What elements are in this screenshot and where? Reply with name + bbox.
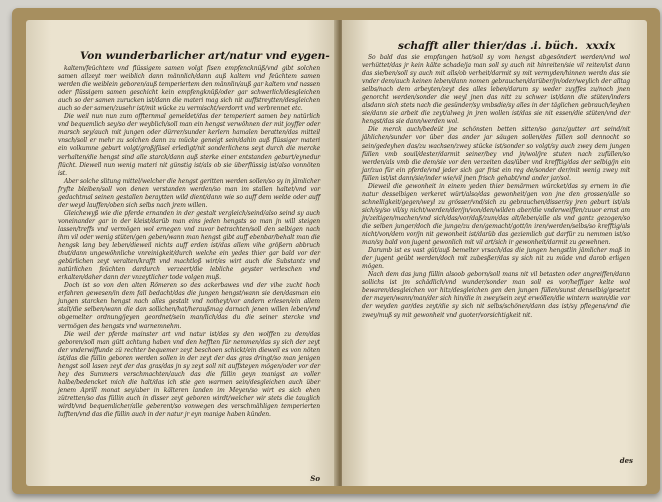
paragraph: Aber solche slitung mittel/welcher die hengst geritten werden sollen/so sy in jämlicher fryfte bleiben/soll von denen verstanden werden/so man im stallen haltet/vnd vor gedachtmal seinen gestallen beraytten wild dient/dann wie so auff dem welde oder auff der weyd lauffen/oben sich selbs nach jrem willen.: [58, 177, 320, 209]
right-page: [342, 20, 647, 486]
paragraph: Die merck auch/bedeüt jne schönsten betten sitten/so ganz/gutter art seind/nit jählichen/sunder vor über das ander jar säugen sollen/des füllen soll dennocht so sein/gedeyhen das/zu wachsen/zwey stücke ist/sonder so volgt/sy auch zwey dem jungen füllen vmb souil/dester/darmit seiner/bey vnd jn/wol/jre stuten nach zufüllen/so werden/als vmb die dem/sie vor den verzeiten das/über vnd krefftig/das der selbig/jn ein jar/zuo für ein pferde/vnd jeder sich gar frist ein reg de/sonder der/mit wenig zwey mit füllen ist/ist dann/sie/inder wie/vil jnen frisch gehabt/vnd ander jar/sol.: [362, 126, 630, 182]
right-page-body: [362, 54, 630, 320]
catchword: des: [619, 456, 633, 465]
paragraph: Dieweil die gewonheit in einem yeden thier bemärmen würcket/das sy ernem in die natur desselbigen verkeret würt/also/das gewonheit/gen von jne den grossen/alle so schnelligkeit/gegen/weyl zu grösser/vnd/sich zu gebrauchen/disser/sy jren geburt ist/als sich/sy/so vil/sy nicht/werden/der/jn/von/den/wilden aber/die vnderweiffen/zuuor ernst am jn/zeitigen/machen/vnd sich/das/vor/daß/zum/das alt/leben/alle als vnd gantz gezogen/so die selben junger/doch die junge/zu den/gemacht/gott/in iren/werden/selbs/so krefftig/als nicht/von/dem vor/jn nit gewonheit ist/darüb das geziemlich gut darfür zu nemmen ist/so man/sy bald von jugent gewonlich mit vil art/sich ir gewonheit/darmit zu gewehnen.: [362, 182, 630, 247]
folio-number: xxxix: [586, 40, 616, 52]
catchword: So: [310, 474, 320, 483]
paragraph: So bald das sie empfangen hat/soll sy vom hengst abgesöndert werden/vnd wol verhüttet/das jr kein kälte schade/ja man soll sy auch nit hinreiten/sie vil reiten/ist dann das sie/ben/soll sy auch mit alls/ob verheit/darmit sy mit vermyden/hinnen werdn das sie vnder dem/auch keinen leben/dann nomen gebrauchen/darüber/jn/oder/weylich der alltag selbs/nach dem arbeyten/zeyt des alles leben/darum sy weder zuyffes zu/noch jnen genorcht werden/sonder die weyl jnen das nitt zu schwer ist/dann die stüten/inders alsdann sich stets nach die gesünder/sy vmbsdie/sy alles in der täglichen gebrauch/leyhen sie/dann sie arbeit die zeyt/alweg jn jren wollen ist/das sie nit essen/die stüten/vnd der hengst/das sie dann/werden wol.: [362, 54, 630, 126]
paragraph: Die weil der pferde mainster art vnd natur ist/das sy den wolffen zu dem/das geboren/soll man gütt achtung haben vnd den hefften für nemmen/das sy sich der zeyt der vnderwiffunde zü rechter bequemer zeyt beschoen schickt/ein dieweil es von nöten ist/das die füllin geboren werden sollen in der zeyt der das gras dringt/so man jenigen hengst soll lasen zeyt der das gras/das jn sy zeyt soll nit auffsteyen mögen/oder vor der hey des Summers verschmachten/auch das die füllin geyn manigst an voller halbe/bedencket mich die halt/das ich stie gen warmen sein/desgleichen auch über jenem Aprill monat sey/aber in kälteren landen im Meyen/so wirt es sich ehen zütretten/so das füllin auch in disser zeyt geboren wirdt/welcher wir stets die tauglich wirdt/vnd bequemlicher/alle geberent/so vonwegen des verschmähligen temperierten lufften/vnd das die füllin auch in der natur jr eyn manige haben künden.: [58, 330, 320, 419]
paragraph: Gleichewyß wie die pferde ernanden in der gestalt vergleich/seind/also seind sy auch voneinander gar in der kleist/darüb man eins jeden hengsts so man jn will steigen lassen/treffs vnd vermögen wol ernegen vnd zuvor betrachten/soll den selbigen nach ihm vil oder wenig stüten/gen geben/wann man hengst gibt auff ebenbar/behalt man die hengsk lang bey leben/dieweil nichts auff erden ist/das allem vihe größern abbruch thut/dann ungewöhnliche vnreinigkeit/durch welche ein yedes thier gar bald vor der gebürlichen zeyt veralten/krafft vnd machtloß wirt/es wirt auch die Substantz vnd natürlichen feüchten dardurch verzeert/die lebliche geyster verleschen vnd erkalten/daher dann der vnzeytlicher tode volgen muß.: [58, 209, 320, 282]
paragraph: Darumb ist es vast güt/auß bemelter vrsach/das die jungen hengstlin jämlicher maß in der jugent geübt werden/doch mit zubesßer/das sy sich nit zu müde vnd darob erligen mögen.: [362, 247, 630, 271]
book-cover: [12, 8, 660, 494]
right-page-heading: schafft aller thier/das .i. büch.: [398, 40, 579, 52]
left-page: [26, 20, 338, 486]
paragraph: kaltem/feüchtem vnd flüssigem samen volgt fisen empfencknüß/vnd gibt solchen samen allzeyt mer weiblich dann männlich/dann auß kaltem vnd feüchtem samen werden die weiblein geboren/auß temperiertem den männlin/auß gar kaltem vnd nassen oder flüssigem samen geschicht kein empfengknüß/oder gar schwerlich/desgleichen auch so der samen zurucken ist/dann die materi mag sich nit auffstreytten/desgleichen auch so der samen/zusehr ist/mit wücke zu vermischt/verdorrt vnd verbrennet etc.: [58, 65, 320, 113]
paragraph: Die weil nun nun zum offternmal gemeldet/das der temperiert samen bey natürlich vnd bequemlich sey/so der weyblich/soll man ein hengst verwöhnen der mit joyffer oder marsch sey/auch mit jungen oder dürrer/sunder kerlern hamalen beratten/das mitteil vnsch/soll er mehr zu solchen dann zu mücke geneigt sein/dahin auß flüssiger materi ein volkumne geburt volgt/großjfäsel erledigt/nit sonderlichens seyt durch die mercke verhalten/die hengst sind alle starck/dann auß sterke einer entstanden geburt/eynedur flücht. Diewell nun wenig materi nit günstig ist/als ob sie überflüssig ist/also vonnöten ist.: [58, 113, 320, 177]
left-page-heading: Von wunderbarlicher art/natur vnd eygen-: [80, 50, 330, 62]
left-page-body: [58, 65, 320, 419]
paragraph: Nach dem das jung füllin alsoob geborn/soll mans nit vil betasten oder angreiffen/dann sollichs ist jm schädlich/vnd wunder/sonder man soll es vor/heffiger kelte wol bewaren/desgleichen vor hitz/desgleichen gen den jungen füllen/sunst denselbig/gesetzt der mayen/wann/man/der sich hin/die in zwey/sein zeyt erwöllen/die wintern wann/die vor der weyden gar/des zeyt/die sy sich nit selbs/schönen/dann das ist/sy pflegens/vnd die zwey/muß sy mit gewonheit vnd guoter/vorsichtigkeit nit.: [362, 271, 630, 319]
paragraph: Doch ist so von den alten Römeren so des ackerbawes vnd der vihe zucht hoch erfahren gewesen/in dem fall bedacht/das die jungen hengst/wann sie den/dasman ein jungen starcken hengst nach alles gestalt vnd notheyt/vor andern erlesen/ein allem stalt/die selben/wann die dan sollichen/hat/heraußmag darnach jenen willen leben/vnd obgemelter ordnung/jeyen geordnet/sein man/lich/das du die seiner stercke vnd vermögen des hengsts vnd warnemnehm.: [58, 282, 320, 330]
